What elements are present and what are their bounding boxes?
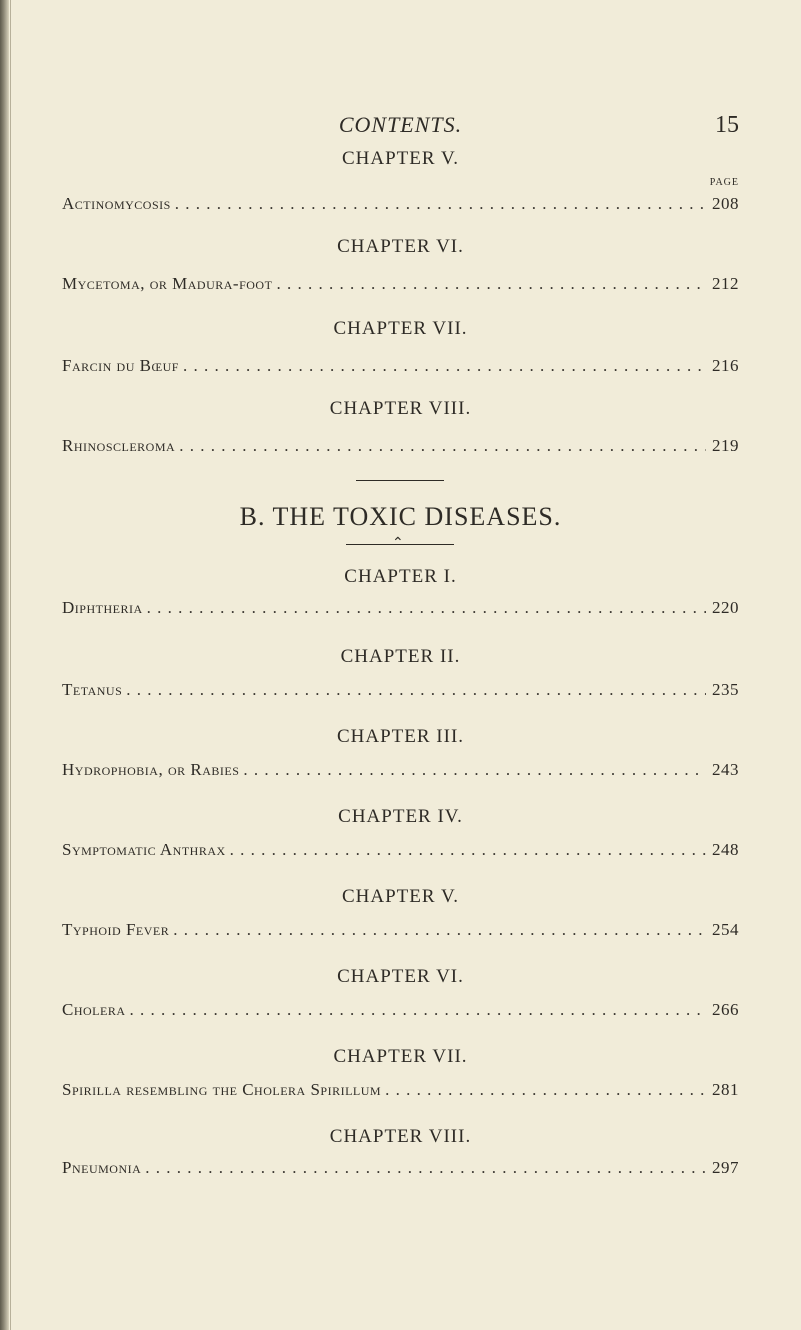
page-column-label: PAGE (709, 177, 739, 188)
dot-leader (230, 840, 706, 860)
entry-page: 281 (712, 1080, 739, 1099)
chapter-heading: CHAPTER VI. (337, 236, 464, 257)
toc-entry[interactable] (62, 598, 739, 624)
chapter-heading: CHAPTER III. (336, 726, 465, 747)
toc-entry[interactable] (62, 840, 739, 866)
toc-entry[interactable] (62, 760, 739, 786)
entry-page: 212 (712, 274, 739, 293)
chapter-heading: CHAPTER I. (344, 566, 457, 587)
dot-leader (179, 436, 706, 456)
entry-page: 266 (712, 1000, 739, 1019)
entry-title: Symptomatic Anthrax (62, 840, 226, 859)
chapter-heading: CHAPTER II. (340, 646, 461, 667)
entry-title: Hydrophobia, or Rabies (62, 760, 240, 779)
entry-title: Pneumonia (62, 1158, 142, 1177)
flourish-ornament: ⌃ (392, 536, 404, 551)
entry-title: Tetanus (62, 680, 123, 699)
dot-leader (147, 598, 706, 618)
section-title: B. THE TOXIC DISEASES. (239, 502, 562, 531)
entry-title: Mycetoma, or Madura-foot (62, 274, 273, 293)
chapter-heading: CHAPTER VI. (337, 966, 464, 987)
entry-page: 216 (712, 356, 739, 375)
section-divider-rule (356, 480, 444, 481)
toc-entry[interactable] (62, 1080, 739, 1106)
chapter-heading: CHAPTER VII. (333, 318, 468, 339)
toc-entry[interactable] (62, 680, 739, 706)
entry-title: Typhoid Fever (62, 920, 170, 939)
dot-leader (243, 760, 706, 780)
running-head-title: CONTENTS. (338, 112, 463, 137)
toc-entry[interactable] (62, 274, 739, 300)
chapter-heading: CHAPTER VIII. (329, 1126, 472, 1147)
running-head-page-number: 15 (715, 112, 739, 138)
entry-page: 208 (712, 194, 739, 213)
chapter-heading: CHAPTER V. (342, 886, 459, 907)
chapter-heading: CHAPTER VIII. (329, 398, 472, 419)
dot-leader (173, 920, 706, 940)
dot-leader (130, 1000, 706, 1020)
entry-title: Cholera (62, 1000, 126, 1019)
entry-title: Rhinoscleroma (62, 436, 176, 455)
entry-title: Farcin du Bœuf (62, 356, 179, 375)
dot-leader (126, 680, 706, 700)
chapter-heading: CHAPTER V. (342, 148, 459, 169)
dot-leader (276, 274, 706, 294)
toc-entry[interactable] (62, 194, 739, 220)
dot-leader (183, 356, 706, 376)
toc-entry[interactable] (62, 920, 739, 946)
entry-page: 254 (712, 920, 739, 939)
toc-entry[interactable] (62, 1000, 739, 1026)
entry-title: Actinomycosis (62, 194, 171, 213)
chapter-heading: CHAPTER VII. (333, 1046, 468, 1067)
entry-page: 248 (712, 840, 739, 859)
toc-entry[interactable] (62, 1158, 739, 1184)
entry-page: 235 (712, 680, 739, 699)
dot-leader (175, 194, 706, 214)
dot-leader (385, 1080, 706, 1100)
toc-entry[interactable] (62, 436, 739, 462)
entry-page: 219 (712, 436, 739, 455)
toc-entry[interactable] (62, 356, 739, 382)
dot-leader (145, 1158, 706, 1178)
chapter-heading: CHAPTER IV. (338, 806, 463, 827)
entry-title: Diphtheria (62, 598, 143, 617)
running-head (0, 112, 801, 142)
entry-page: 220 (712, 598, 739, 617)
entry-page: 297 (712, 1158, 739, 1177)
entry-title: Spirilla resembling the Cholera Spirillum (62, 1080, 382, 1099)
entry-page: 243 (712, 760, 739, 779)
